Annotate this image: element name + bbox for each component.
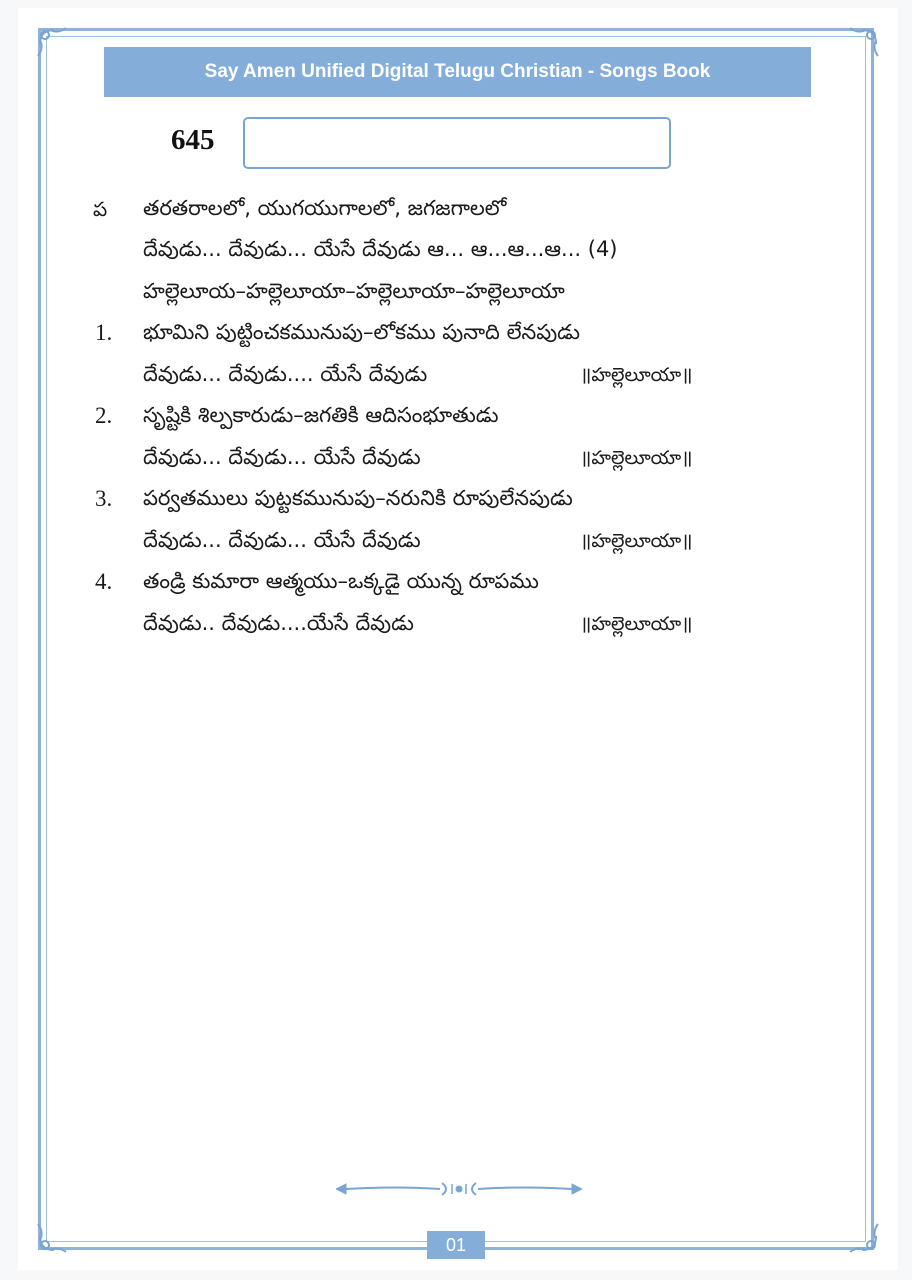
stanza-line: దేవుడు.. దేవుడు....యేసే దేవుడు — [143, 611, 414, 635]
page-number: 01 — [445, 1235, 467, 1255]
stanza-number: 1. — [95, 320, 113, 345]
stanza-line: పర్వతములు పుట్టకమునుపు–నరునికి రూపులేనపుడు — [143, 486, 573, 510]
stanza-line: దేవుడు... దేవుడు... యేసే దేవుడు — [143, 445, 421, 469]
refrain-marker: ॥హల్లెలూయా॥ — [580, 613, 693, 635]
book-title: Say Amen Unified Digital Telugu Christian - Songs Book — [204, 61, 711, 82]
corner-ornament-icon — [36, 26, 70, 60]
refrain-marker: ॥హల్లెలూయా॥ — [580, 447, 693, 469]
pallavi-line: తరతరాలలో, యుగయుగాలలో, జగజగాలలో — [143, 196, 507, 220]
refrain-marker: ॥హల్లెలూయా॥ — [580, 364, 693, 386]
header-banner — [104, 47, 811, 97]
pallavi-label: ప — [93, 197, 108, 221]
corner-ornament-icon — [846, 1220, 880, 1254]
pallavi-line: హల్లెలూయ–హల్లెలూయా–హల్లెలూయా–హల్లెలూయా — [143, 279, 565, 303]
stanza-line: దేవుడు... దేవుడు... యేసే దేవుడు — [143, 528, 421, 552]
refrain-marker: ॥హల్లెలూయా॥ — [580, 530, 693, 552]
stanza-number: 4. — [95, 569, 113, 594]
stanza-line: దేవుడు... దేవుడు.... యేసే దేవుడు — [143, 362, 428, 386]
stanza-line: సృష్టికి శిల్పకారుడు–జగతికి ఆదిసంభూతుడు — [143, 403, 499, 427]
corner-ornament-icon — [846, 26, 880, 60]
song-title-box — [243, 117, 671, 169]
corner-ornament-icon — [36, 1220, 70, 1254]
stanza-number: 2. — [95, 403, 113, 428]
page-number-badge — [427, 1231, 485, 1259]
stanza-line: భూమిని పుట్టించకమునుపు–లోకము పునాది లేనపుడు — [143, 320, 580, 344]
pallavi-line: దేవుడు... దేవుడు... యేసే దేవుడు ఆ... ఆ...ఆ...ఆ... (4) — [143, 237, 618, 261]
stanza-line: తండ్రి కుమారా ఆత్మయు–ఒక్కడై యున్న రూపము — [143, 569, 539, 593]
stanza-number: 3. — [95, 486, 113, 511]
song-number: 645 — [171, 124, 215, 156]
divider-ornament-icon — [336, 1180, 582, 1198]
